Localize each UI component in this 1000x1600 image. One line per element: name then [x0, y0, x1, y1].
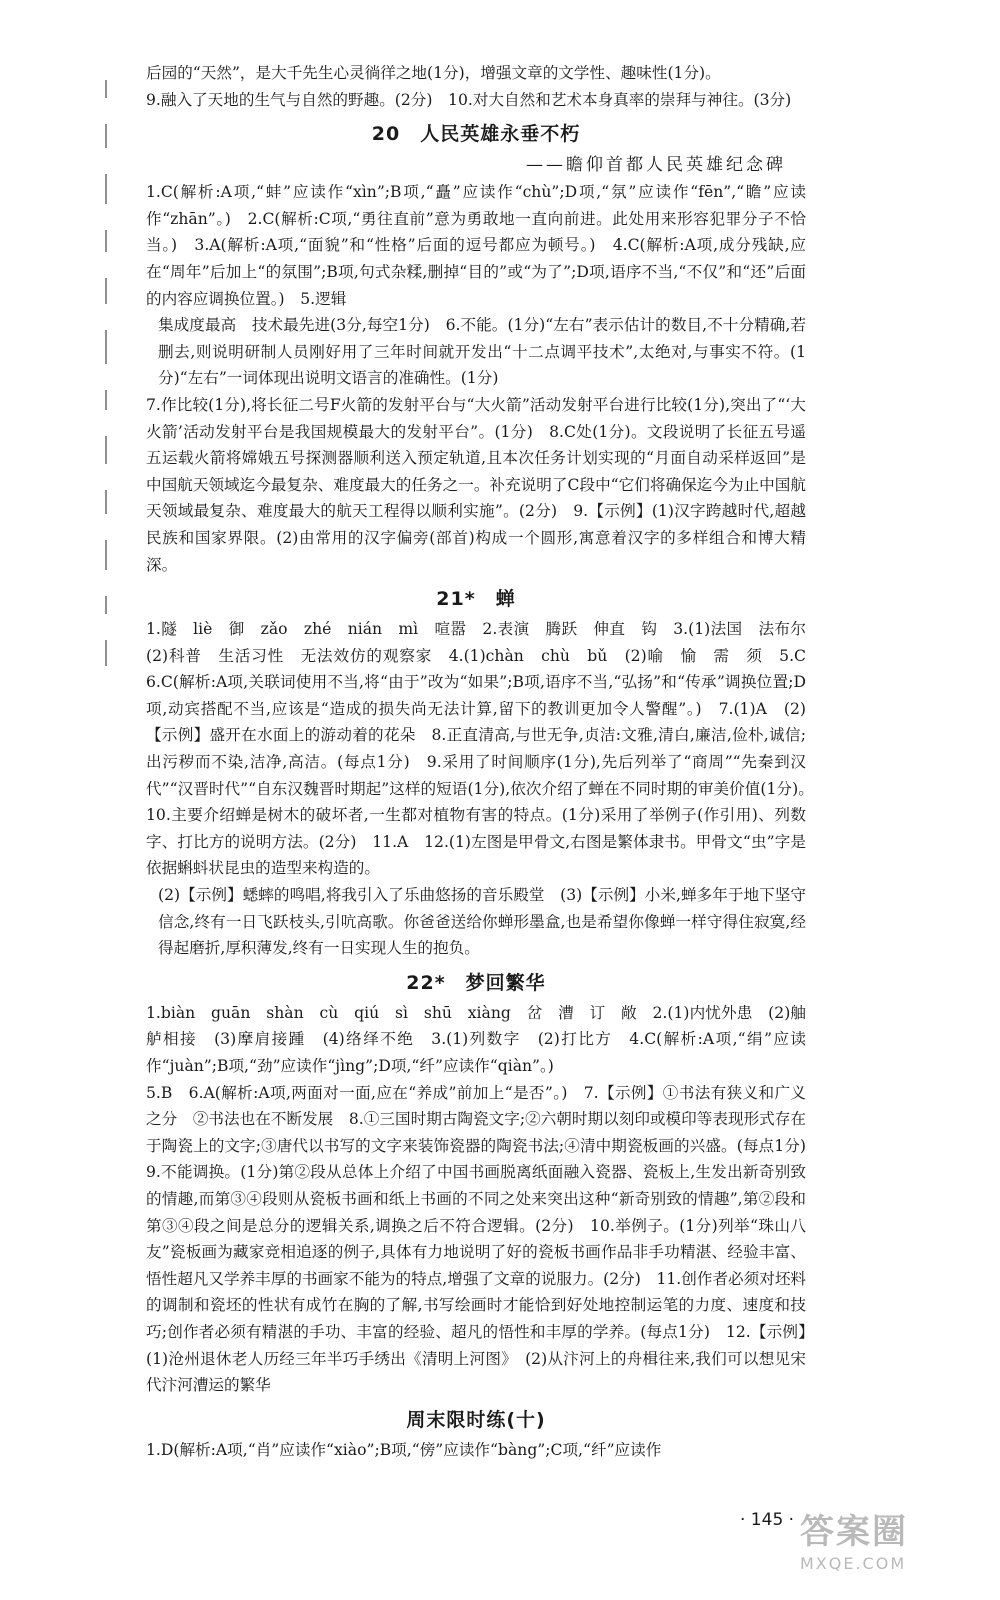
section-21-answers-2: (2)【示例】蟋蟀的鸣唱,将我引入了乐曲悠扬的音乐殿堂 (3)【示例】小米,蝉多年于地下坚守信念,终有一日飞跃枝头,引吭高歌。你爸爸送给你蝉形墨盒,也是希望你像蝉一样守得住寂寞,经得起磨折,厚积薄发,终有一日实现人生的抱负。	[158, 886, 806, 958]
section-22-answers-1: 1.biàn guān shàn cù qiú sì shū xiàng 岔 漕 订 敞 2.(1)内忧外患 (2)舳舻相接 (3)摩肩接踵 (4)络绎不绝 3.(1)列数字 (2)打比方 4.C(解析:A项,“绢”应读作“juàn”;B项,“劲”应读作“jìng”;D项,“纤”应读作“qiàn”。)	[146, 1003, 806, 1075]
section-20-answers-2: 集成度最高 技术最先进(3分,每空1分) 6.不能。(1分)“左右”表示估计的数目,不十分精确,若删去,则说明研制人员刚好用了三年时间就开发出“十二点调平技术”,太绝对,与事实不符。(1分)“左右”一词体现出说明文语言的准确性。(1分)	[158, 316, 806, 388]
watermark-domain-text: MXQE.COM	[800, 1554, 907, 1573]
answer-text-column	[146, 60, 822, 1463]
section-20-answers-3: 7.作比较(1分),将长征二号F火箭的发射平台与“大火箭”活动发射平台进行比较(1分),突出了“‘大火箭’活动发射平台是我国规模最大的发射平台”。(1分) 8.C处(1分)。文段说明了长征五号遥五运载火箭将嫦娥五号探测器顺利送入预定轨道,且本次任务计划实现的“月面自动采样返回”是中国航天领域迄今最复杂、难度最大的任务之一。补充说明了C段中“它们将确保迄今为止中国航天领域最复杂、难度最大的航天工程得以顺利实施”。(2分) 9.【示例】(1)汉字跨越时代,超越民族和国家界限。(2)由常用的汉字偏旁(部首)构成一个圆形,寓意着汉字的多样组合和博大精深。	[146, 395, 806, 574]
section-22-heading: 22* 梦回繁华	[406, 971, 546, 994]
section-20-heading: 20 人民英雄永垂不朽	[371, 123, 581, 146]
section-20-subheading: ——瞻仰首都人民英雄纪念碑	[526, 155, 786, 176]
weekend-practice-answers: 1.D(解析:A项,“肖”应读作“xiào”;B项,“傍”应读作“bàng”;C项,“纤”应读作	[146, 1440, 662, 1459]
site-watermark-logo	[800, 1510, 980, 1590]
weekend-practice-heading: 周末限时练(十)	[406, 1408, 546, 1431]
intro-line-2: 9.融入了天地的生气与自然的野趣。(2分) 10.对大自然和艺术本身真率的崇拜与神往。(3分)	[146, 90, 792, 109]
section-22-answers-2: 5.B 6.A(解析:A项,两面对一面,应在“养成”前加上“是否”。) 7.【示例】①书法有狭义和广义之分 ②书法也在不断发展 8.①三国时期古陶瓷文字;②六朝时期以刻印或模印等表现形式存在于陶瓷上的文字;③唐代以书写的文字来装饰瓷器的陶瓷书法;④清中期瓷板画的兴盛。(每点1分) 9.不能调换。(1分)第②段从总体上介绍了中国书画脱离纸面融入瓷器、瓷板上,生发出新奇别致的情趣,而第③④段则从瓷板书画和纸上书画的不同之处来突出这种“新奇别致的情趣”,第②段和第③④段之间是总分的逻辑关系,调换之后不符合逻辑。(2分) 10.举例子。(1分)列举“珠山八友”瓷板画为藏家竞相追逐的例子,具体有力地说明了好的瓷板书画作品非手功精湛、经验丰富、悟性超凡又学养丰厚的书画家不能为的特点,增强了文章的说服力。(2分) 11.创作者必须对坯料的调制和瓷坯的性状有成竹在胸的了解,书写绘画时才能恰到好处地控制运笔的力度、速度和技巧;创作者必须有精湛的手功、丰富的经验、超凡的悟性和丰厚的学养。(每点1分) 12.【示例】(1)沧州退休老人历经三年半巧手绣出《清明上河图》 (2)从汴河上的舟楫往来,我们可以想见宋代汴河漕运的繁华	[146, 1083, 822, 1395]
section-20-answers-1: 1.C(解析:A项,“蚌”应读作“xìn”;B项,“矗”应读作“chù”;D项,“氛”应读作“fēn”,“瞻”应读作“zhān”。) 2.C(解析:C项,“勇往直前”意为勇敢地一直向前进。此处用来形容犯罪分子不恰当。) 3.A(解析:A项,“面貌”和“性格”后面的逗号都应为顿号。) 4.C(解析:A项,成分残缺,应在“周年”后加上“的氛围”;B项,句式杂糅,删掉“目的”或“为了”;D项,语序不当,“不仅”和“还”后面的内容应调换位置。) 5.逻辑	[146, 183, 806, 308]
section-21-heading: 21* 蝉	[436, 588, 516, 611]
page-number: · 145 ·	[740, 1510, 795, 1530]
intro-line-1: 后园的“天然”，是大千先生心灵徜徉之地(1分)，增强文章的文学性、趣味性(1分)。	[146, 64, 721, 82]
binding-margin-marks	[98, 80, 120, 960]
section-21-answers-1: 1.隧 liè 御 zǎo zhé nián mì 喧嚣 2.表演 腾跃 伸直 钩 3.(1)法国 法布尔 (2)科普 生活习性 无法效仿的观察家 4.(1)chàn chù bǔ (2)喻 愉 需 须 5.C 6.C(解析:A项,关联词使用不当,将“由于”改为“如果”;B项,语序不当,“弘扬”和“传承”调换位置;D项,动宾搭配不当,应该是“造成的损失尚无法计算,留下的教训更加令人警醒”。) 7.(1)A (2)【示例】盛开在水面上的游动着的花朵 8.正直清高,与世无争,贞洁:文雅,清白,廉洁,俭朴,诚信;出污秽而不染,洁净,高洁。(每点1分) 9.采用了时间顺序(1分),先后列举了“商周”“先秦到汉代”“汉晋时代”“自东汉魏晋时期起”这样的短语(1分),依次介绍了蝉在不同时期的审美价值(1分)。 10.主要介绍蝉是树木的破坏者,一生都对植物有害的特点。(1分)采用了举例子(作引用)、列数字、打比方的说明方法。(2分) 11.A 12.(1)左图是甲骨文,右图是繁体隶书。甲骨文“虫”字是依据蝌蚪状昆虫的造型来构造的。	[146, 620, 822, 878]
watermark-main-text: 答案圈	[800, 1512, 908, 1552]
